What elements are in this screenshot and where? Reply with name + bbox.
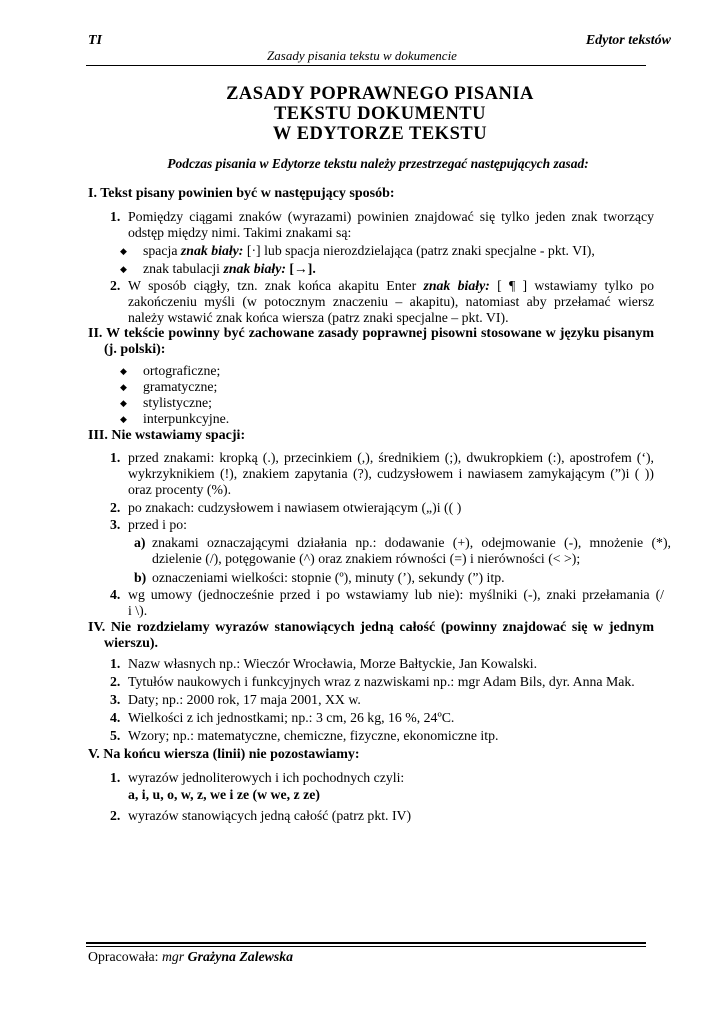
s3-item4-line2: i \). [128, 603, 148, 618]
s1-item2-line3: należy wstawić znak końca wiersza (patrz znaki specjalne – pkt. VI). [128, 310, 509, 325]
s4-item-number: 1. [110, 656, 121, 671]
s3-sub-b-line1: oznaczeniami wielkości: stopnie (º), minuty (’), sekundy (”) itp. [152, 570, 505, 585]
s3-item2-number: 2. [110, 500, 121, 515]
section-2-heading-line1: II. W tekście powinny być zachowane zasady poprawnej pisowni stosowane w języku pisanym [88, 326, 654, 341]
section-3-heading: III. Nie wstawiamy spacji: [88, 428, 246, 443]
title-line-1: ZASADY POPRAWNEGO PISANIA [226, 84, 534, 104]
s3-item4-number: 4. [110, 587, 121, 602]
diamond-bullet-icon: ◆ [120, 398, 127, 408]
footer-author [88, 949, 293, 965]
s4-item-number: 4. [110, 710, 121, 725]
s3-item3-number: 3. [110, 517, 121, 532]
s1-bullet2-pre: znak tabulacji [143, 261, 224, 276]
s3-item1-line3: oraz procenty (%). [128, 482, 232, 497]
s1-item2-line1 [128, 278, 654, 294]
diamond-bullet-icon: ◆ [120, 246, 127, 256]
s5-item2-number: 2. [110, 808, 121, 823]
s5-item1-number: 1. [110, 770, 121, 785]
diamond-bullet-icon: ◆ [120, 366, 127, 376]
document-title [0, 84, 724, 144]
s2-item: stylistyczne; [143, 395, 212, 410]
footer-title: mgr [161, 949, 185, 964]
s3-item4-line1: wg umowy (jednocześnie przed i po wstawiamy lub nie): myślniki (-), znaki przełamania (/ [128, 587, 664, 602]
s1-item1-number: 1. [110, 209, 121, 224]
s5-item1-line1: wyrazów jednoliterowych i ich pochodnych czyli: [128, 770, 405, 785]
s1-bullet1-pre: spacja [143, 243, 181, 258]
s5-item2-line1: wyrazów stanowiących jedną całość (patrz pkt. IV) [128, 808, 412, 823]
s2-item: ortograficzne; [143, 363, 221, 378]
s3-sub-a-label: a) [134, 535, 146, 550]
s1-bullet1-em: znak biały: [180, 243, 244, 258]
s4-item-number: 5. [110, 728, 121, 743]
header-rule [86, 65, 646, 66]
s4-item-text: Nazw własnych np.: Wieczór Wrocławia, Morze Bałtyckie, Jan Kowalski. [128, 656, 538, 671]
s1-item1-line2: odstęp między nimi. Takimi znakami są: [128, 225, 352, 240]
s2-item: gramatyczne; [143, 379, 218, 394]
section-5-heading: V. Na końcu wiersza (linii) nie pozostawiamy: [88, 747, 360, 762]
s1-bullet2 [143, 261, 316, 277]
s1-item2-number: 2. [110, 278, 121, 293]
s3-item2-line1: po znakach: cudzysłowem i nawiasem otwierającym („)i (( ) [128, 500, 462, 515]
title-line-3: W EDYTORZE TEKSTU [272, 124, 488, 144]
section-2-heading-line2: (j. polski): [104, 342, 166, 357]
s1-item1-line1: Pomiędzy ciągami znaków (wyrazami) powinien znajdować się tylko jeden znak tworzący [128, 209, 654, 224]
s3-item1-number: 1. [110, 450, 121, 465]
s4-item-text: Daty; np.: 2000 rok, 17 maja 2001, XX w. [128, 692, 361, 707]
footer-prefix: Opracowała: [88, 949, 162, 964]
s1-bullet1-post: [·] lub spacja nierozdzielająca (patrz znaki specjalne - pkt. VI), [243, 243, 595, 258]
s3-item1-line1: przed znakami: kropką (.), przecinkiem (,), średnikiem (;), dwukropkiem (:), apostrofem (‘), [128, 450, 654, 465]
diamond-bullet-icon: ◆ [120, 264, 127, 274]
s3-item1-line2: wykrzyknikiem (!), znakiem zapytania (?), cudzysłowem i nawiasem zamykającym (”)i ( )) [128, 466, 654, 481]
s2-item: interpunkcyjne. [143, 411, 230, 426]
intro-text: Podczas pisania w Edytorze tekstu należy przestrzegać następujących zasad: [167, 156, 589, 171]
s4-item-text: Wzory; np.: matematyczne, chemiczne, fizyczne, ekonomiczne itp. [128, 728, 499, 743]
section-4-heading-line1: IV. Nie rozdzielamy wyrazów stanowiących jedną całość (powinny znajdować się w jednym [88, 620, 654, 635]
s4-item-text: Wielkości z ich jednostkami; np.: 3 cm, 26 kg, 16 %, 24ºC. [128, 710, 455, 725]
diamond-bullet-icon: ◆ [120, 382, 127, 392]
s1-item2-post: [ ¶ ] wstawiamy tylko po [489, 278, 654, 293]
s3-sub-a-line1: znakami oznaczającymi działania np.: dodawanie (+), odejmowanie (-), mnożenie (*), [152, 535, 671, 550]
s1-bullet2-em: znak biały: [223, 261, 286, 276]
header-left: TI [88, 33, 102, 48]
footer-name: Grażyna Zalewska [187, 949, 294, 964]
s5-item1-line2: a, i, u, o, w, z, we i ze (w we, z ze) [128, 787, 320, 802]
s1-bullet1 [143, 243, 595, 259]
diamond-bullet-icon: ◆ [120, 414, 127, 424]
title-line-2: TEKSTU DOKUMENTU [273, 104, 487, 124]
footer-rule-thin [86, 946, 646, 947]
s1-item2-pre: W sposób ciągły, tzn. znak końca akapitu Enter [128, 278, 424, 293]
s4-item-text: Tytułów naukowych i funkcyjnych wraz z nazwiskami np.: mgr Adam Bils, dyr. Anna Mak. [128, 674, 635, 689]
s4-item-number: 2. [110, 674, 121, 689]
s1-item2-em: znak biały: [423, 278, 490, 293]
footer-rule-thick [86, 942, 646, 944]
s3-item3-line1: przed i po: [128, 517, 188, 532]
s3-sub-b-label: b) [134, 570, 147, 585]
s1-item2-line2: zakończeniu myśli (w potocznym znaczeniu – akapitu), natomiast aby przełamać wiersz [128, 294, 654, 309]
s3-sub-a-line2: dzielenie (/), potęgowanie (^) oraz znakiem równości (=) i nierówności (< >); [152, 551, 581, 566]
section-4-heading-line2: wierszu). [104, 636, 159, 651]
header-subtitle: Zasady pisania tekstu w dokumencie [267, 48, 457, 63]
section-1-heading: I. Tekst pisany powinien być w następujący sposób: [88, 186, 395, 201]
header-right: Edytor tekstów [585, 33, 671, 48]
s1-bullet2-post: [→]. [285, 261, 316, 276]
s4-item-number: 3. [110, 692, 121, 707]
